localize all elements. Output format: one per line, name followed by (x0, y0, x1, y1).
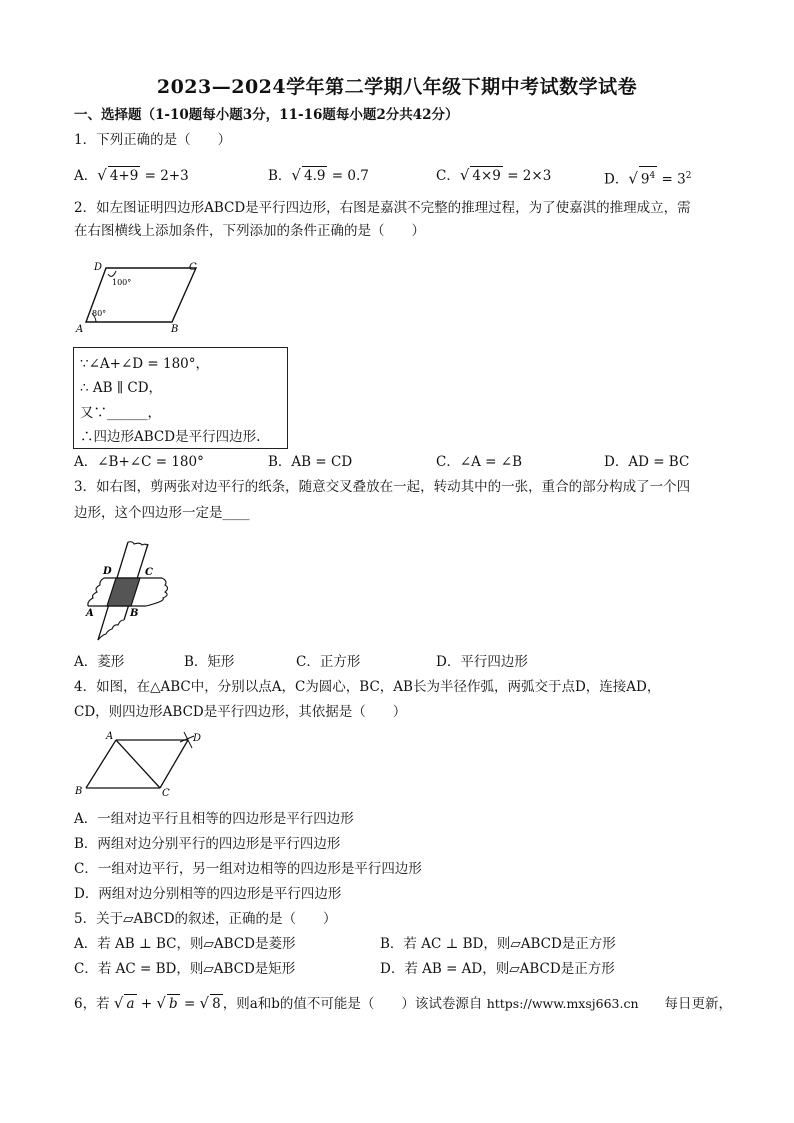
q4-option-d: D．两组对边分别相等的四边形是平行四边形 (74, 886, 342, 902)
vertex-c-label: C (162, 788, 170, 799)
q3-option-a: A．菱形 (74, 654, 125, 670)
vertex-b-label: B (75, 786, 83, 797)
q4-construction-figure (72, 730, 212, 800)
q4-option-a: A．一组对边平行且相等的四边形是平行四边形 (74, 811, 354, 827)
q2-proof-box (73, 347, 288, 449)
segment-cd (160, 740, 188, 788)
vertex-c-label: C (145, 567, 153, 578)
source-url: https://www.mxsj663.cn (486, 996, 639, 1011)
vertex-b-label: B (130, 608, 139, 619)
vertex-d-label: D (94, 262, 103, 273)
vertex-a-label: A (106, 731, 114, 742)
vertex-a-label: A (86, 608, 94, 619)
q5-stem: 5．关于▱ABCD的叙述，正确的是（ ） (74, 911, 337, 927)
q5-option-b: B．若 AC ⊥ BD，则▱ABCD是正方形 (380, 936, 616, 952)
q4-stem-line2: CD，则四边形ABCD是平行四边形，其依据是（ ） (74, 704, 407, 720)
q1-option-a: A．√ 4+9 = 2+3 (74, 166, 189, 184)
q4-option-b: B．两组对边分别平行的四边形是平行四边形 (74, 836, 341, 852)
proof-line-2: ∴ AB ∥ CD， (80, 380, 163, 396)
q3-paper-strips-figure (72, 540, 172, 644)
q3-stem-line2: 边形，这个四边形一定是____ (74, 505, 250, 521)
q5-option-a: A．若 AB ⊥ BC，则▱ABCD是菱形 (74, 936, 296, 952)
q1-option-b: B．√ 4.9 = 0.7 (268, 166, 369, 184)
q2-parallelogram-figure (72, 258, 212, 338)
vertex-c-label: C (189, 262, 197, 273)
overlap-quadrilateral (107, 578, 140, 606)
q2-option-c: C．∠A = ∠B (436, 454, 523, 470)
q2-stem-line2: 在右图横线上添加条件，下列添加的条件正确的是（ ） (74, 223, 425, 239)
strip1-torn-right (146, 578, 168, 606)
q2-option-d: D．AD = BC (604, 454, 690, 470)
q5-option-c: C．若 AC = BD，则▱ABCD是矩形 (74, 961, 296, 977)
q3-option-b: B．矩形 (184, 654, 235, 670)
q4-stem-line1: 4．如图，在△ABC中，分别以点A，C为圆心，BC，AB长为半径作弧，两弧交于点D，连接AD， (74, 679, 661, 695)
strip2-torn-bottom (98, 620, 124, 640)
q3-option-d: D．平行四边形 (436, 654, 528, 670)
angle-d-arc (108, 271, 116, 276)
proof-line-1: ∵∠A+∠D = 180°， (80, 356, 210, 372)
vertex-d-label: D (103, 566, 112, 577)
q6-stem: 6，若 √ a + √ b = √ 8 ，则a和b的值不可能是（ ）该试卷源自 https://www.mxsj663.cn 每日更新， (74, 994, 733, 1012)
q1-stem: 1．下列正确的是（ ） (74, 132, 232, 148)
vertex-a-label: A (76, 324, 84, 335)
q1-option-d: D．√ $9^4 = 3^2$ (604, 166, 691, 189)
proof-line-4: ∴四边形ABCD是平行四边形. (80, 429, 261, 445)
q4-option-c: C．一组对边平行，另一组对边相等的四边形是平行四边形 (74, 861, 422, 877)
q2-stem-line1: 2．如左图证明四边形ABCD是平行四边形，右图是嘉淇不完整的推理过程，为了使嘉淇的推理成立，需 (74, 200, 691, 216)
q3-option-c: C．正方形 (296, 654, 361, 670)
q2-option-a: A．∠B+∠C = 180° (74, 454, 204, 470)
segment-ab (86, 740, 116, 788)
q1-option-c: C．√ 4×9 = 2×3 (436, 166, 552, 184)
section-heading: 一、选择题（1-10题每小题3分，11-16题每小题2分共42分） (74, 107, 459, 123)
segment-ac (116, 740, 160, 788)
strip2-torn-top (128, 542, 148, 546)
page-title: 2023—2024学年第二学期八年级下期中考试数学试卷 (156, 76, 638, 98)
proof-line-3: 又∵______， (80, 405, 161, 421)
angle-a-value: 80° (92, 309, 107, 318)
q5-option-d: D．若 AB = AD，则▱ABCD是正方形 (380, 961, 615, 977)
q3-stem-line1: 3．如右图，剪两张对边平行的纸条，随意交叉叠放在一起，转动其中的一张，重合的部分构成了一个四 (74, 479, 691, 495)
angle-d-value: 100° (112, 278, 132, 287)
strip1-torn-left (88, 578, 104, 606)
q2-option-b: B．AB = CD (268, 454, 353, 470)
vertex-b-label: B (171, 324, 179, 335)
vertex-d-label: D (193, 733, 202, 744)
